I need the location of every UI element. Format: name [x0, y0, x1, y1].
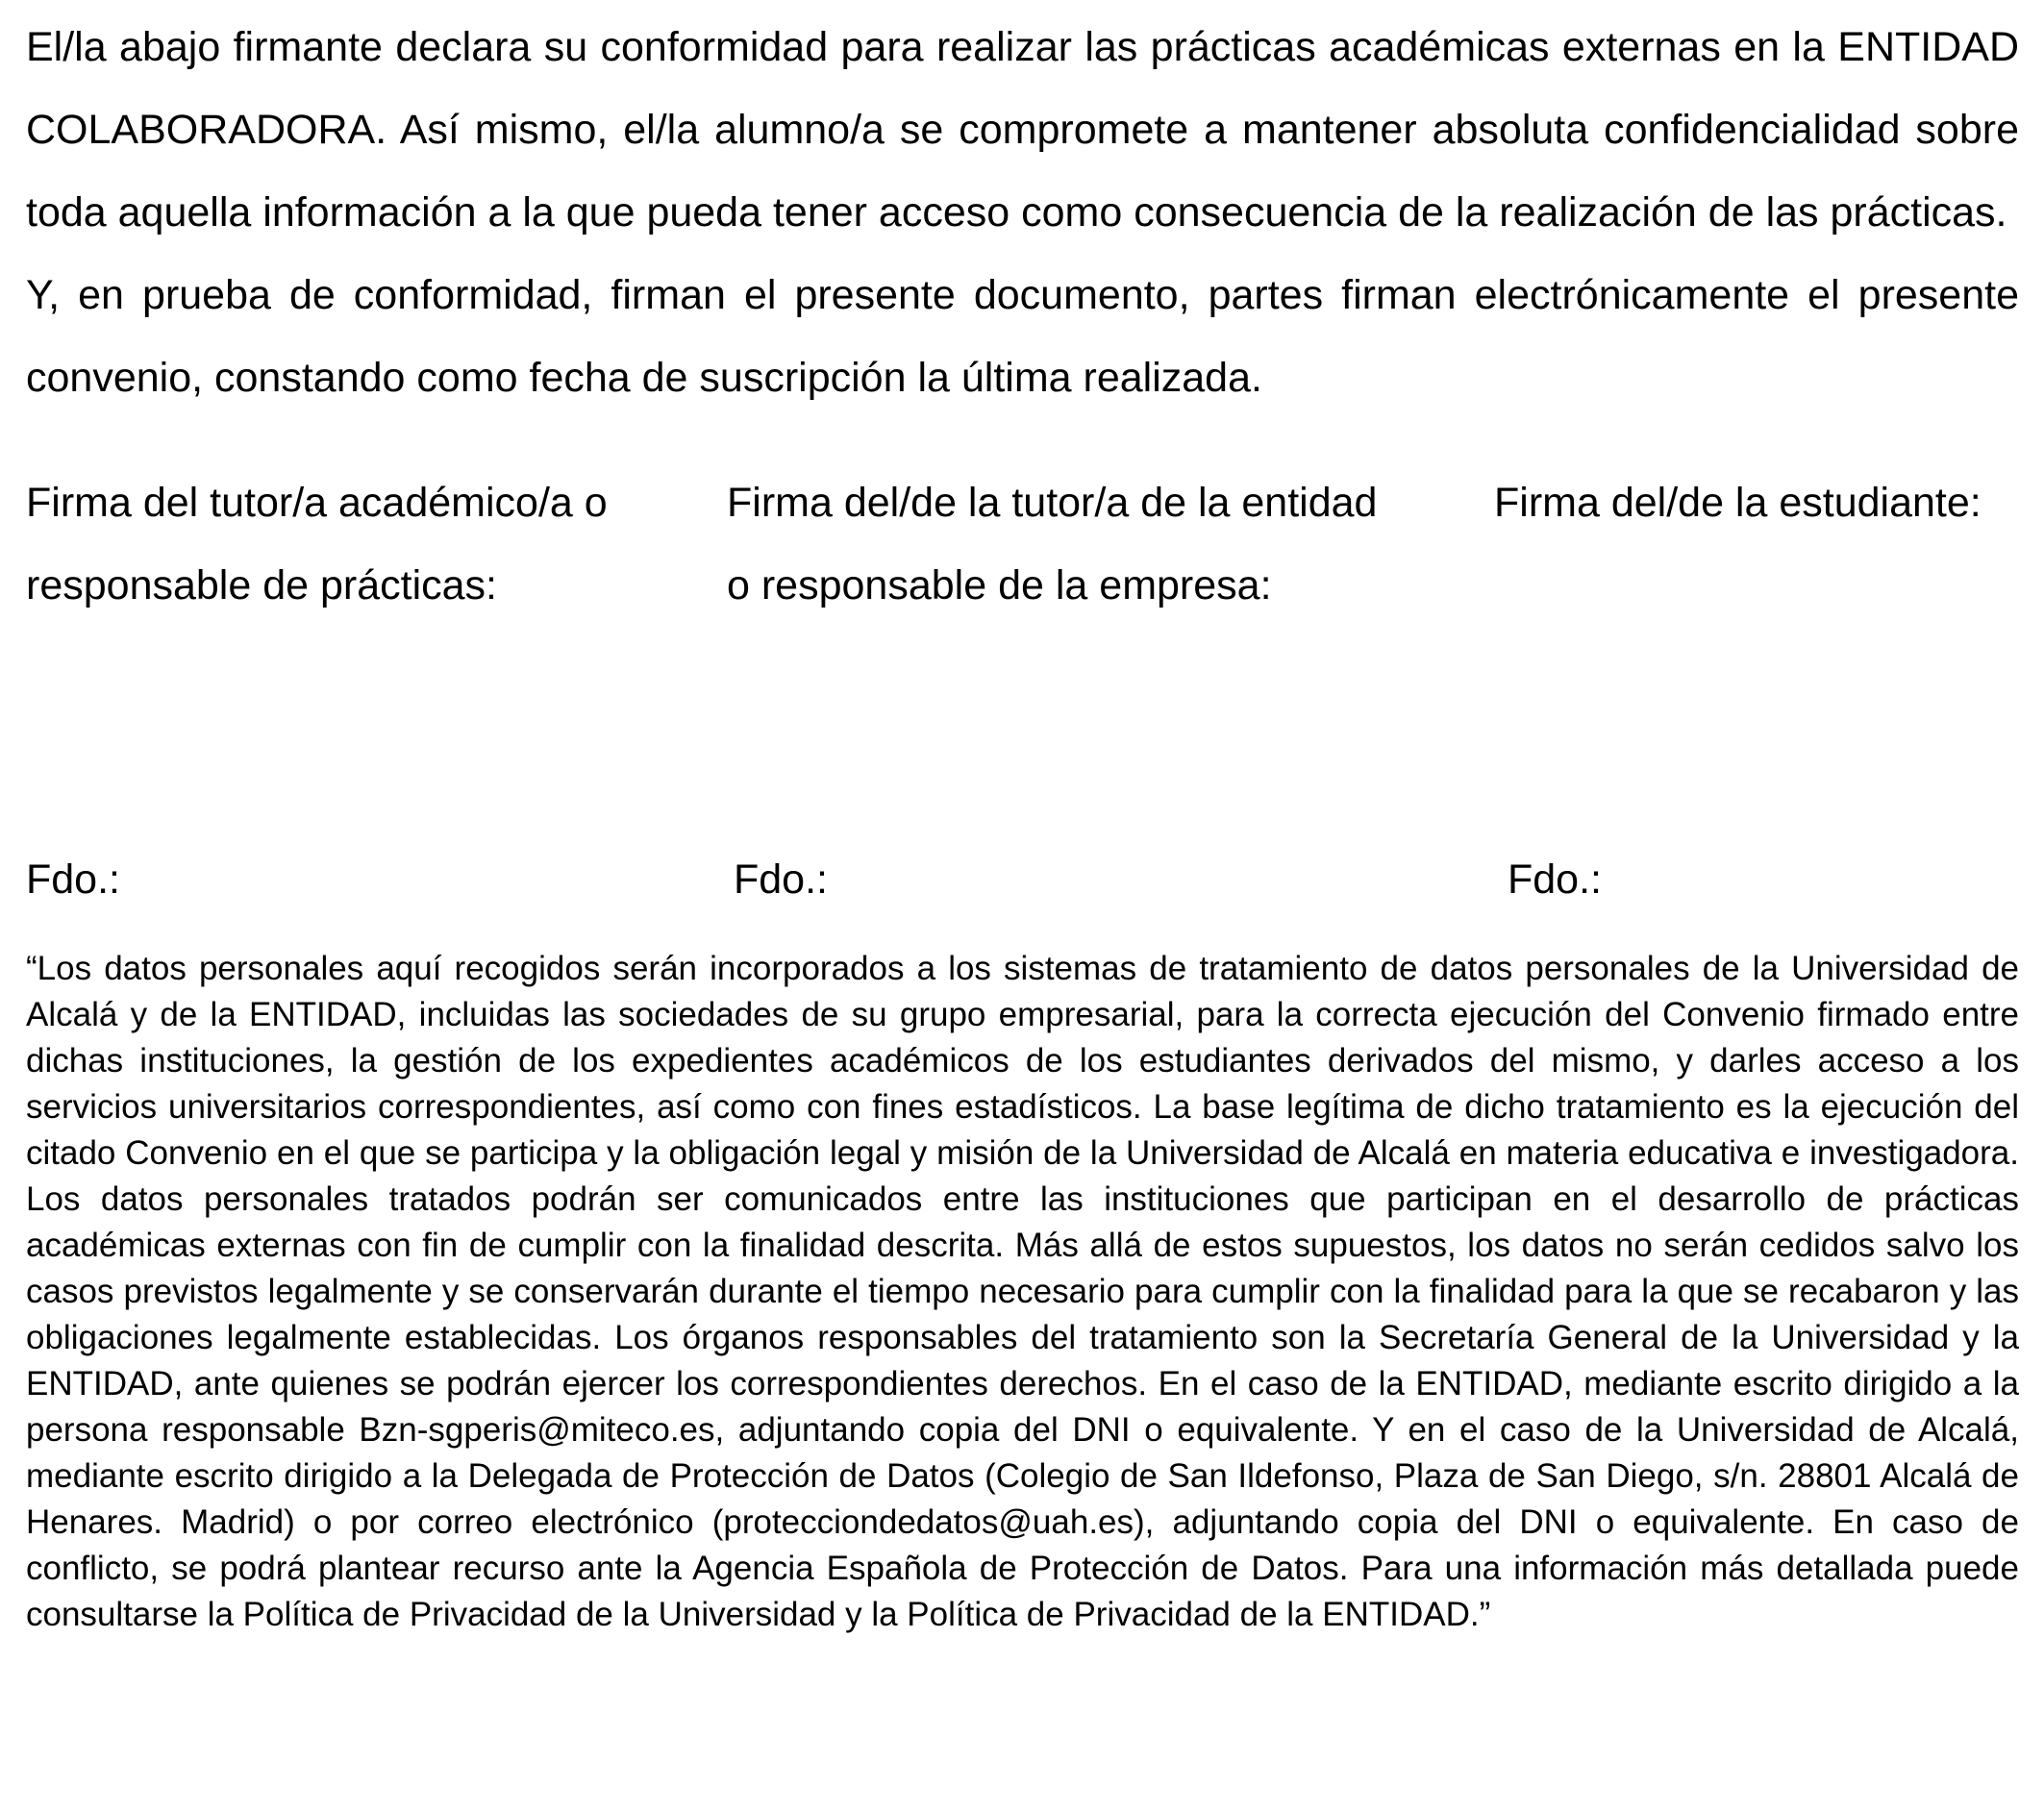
- signature-heading-student: [1494, 461, 2019, 627]
- agreement-paragraph: Y, en prueba de conformidad, firman el presente documento, partes firman electrónicamente el presente convenio, constando como fecha de suscripción la última realizada.: [26, 272, 2019, 401]
- signature-headings-row: [26, 461, 2019, 627]
- signature-heading-academic-tutor: [26, 461, 727, 627]
- fdo-label-entity-tutor: Fdo.:: [734, 856, 828, 903]
- signature-heading-line1: Firma del tutor/a académico/a o: [26, 480, 608, 526]
- signature-heading-line1: Firma del/de la tutor/a de la entidad: [727, 480, 1378, 526]
- fdo-labels-row: [26, 838, 2019, 921]
- signature-heading-line2: o responsable de la empresa:: [727, 562, 1272, 608]
- fdo-label-academic-tutor: Fdo.:: [26, 856, 120, 903]
- consent-paragraph: El/la abajo firmante declara su conformidad para realizar las prácticas académicas externas en la ENTIDAD COLABORADORA. Así mismo, el/la alumno/a se compromete a mantener absoluta confidencialidad sobre toda aquella información a la que pueda tener acceso como consecuencia de la realización de las prácticas.: [26, 24, 2019, 236]
- signature-heading-line1: Firma del/de la estudiante:: [1494, 480, 1982, 526]
- signature-heading-entity-tutor: [727, 461, 1494, 627]
- privacy-notice: “Los datos personales aquí recogidos serán incorporados a los sistemas de tratamiento de datos personales de la Universidad de Alcalá y de la ENTIDAD, incluidas las sociedades de su grupo empresarial, para la correcta ejecución del Convenio firmado entre dichas instituciones, la gestión de los expedientes académicos de los estudiantes derivados del mismo, y darles acceso a los servicios universitarios correspondientes, así como con fines estadísticos. La base legítima de dicho tratamiento es la ejecución del citado Convenio en el que se participa y la obligación legal y misión de la Universidad de Alcalá en materia educativa e investigadora. Los datos personales tratados podrán ser comunicados entre las instituciones que participan en el desarrollo de prácticas académicas externas con fin de cumplir con la finalidad descrita. Más allá de estos supuestos, los datos no serán cedidos salvo los casos previstos legalmente y se conservarán durante el tiempo necesario para cumplir con la finalidad para la que se recabaron y las obligaciones legalmente establecidas. Los órganos responsables del tratamiento son la Secretaría General de la Universidad y la ENTIDAD, ante quienes se podrán ejercer los correspondientes derechos. En el caso de la ENTIDAD, mediante escrito dirigido a la persona responsable Bzn-sgperis@miteco.es, adjuntando copia del DNI o equivalente. Y en el caso de la Universidad de Alcalá, mediante escrito dirigido a la Delegada de Protección de Datos (Colegio de San Ildefonso, Plaza de San Diego, s/n. 28801 Alcalá de Henares. Madrid) o por correo electrónico (protecciondedatos@uah.es), adjuntando copia del DNI o equivalente. En caso de conflicto, se podrá plantear recurso ante la Agencia Española de Protección de Datos. Para una información más detallada puede consultarse la Política de Privacidad de la Universidad y la Política de Privacidad de la ENTIDAD.”: [26, 950, 2019, 1633]
- fdo-label-student: Fdo.:: [1508, 856, 1602, 903]
- signature-heading-line2: responsable de prácticas:: [26, 562, 498, 608]
